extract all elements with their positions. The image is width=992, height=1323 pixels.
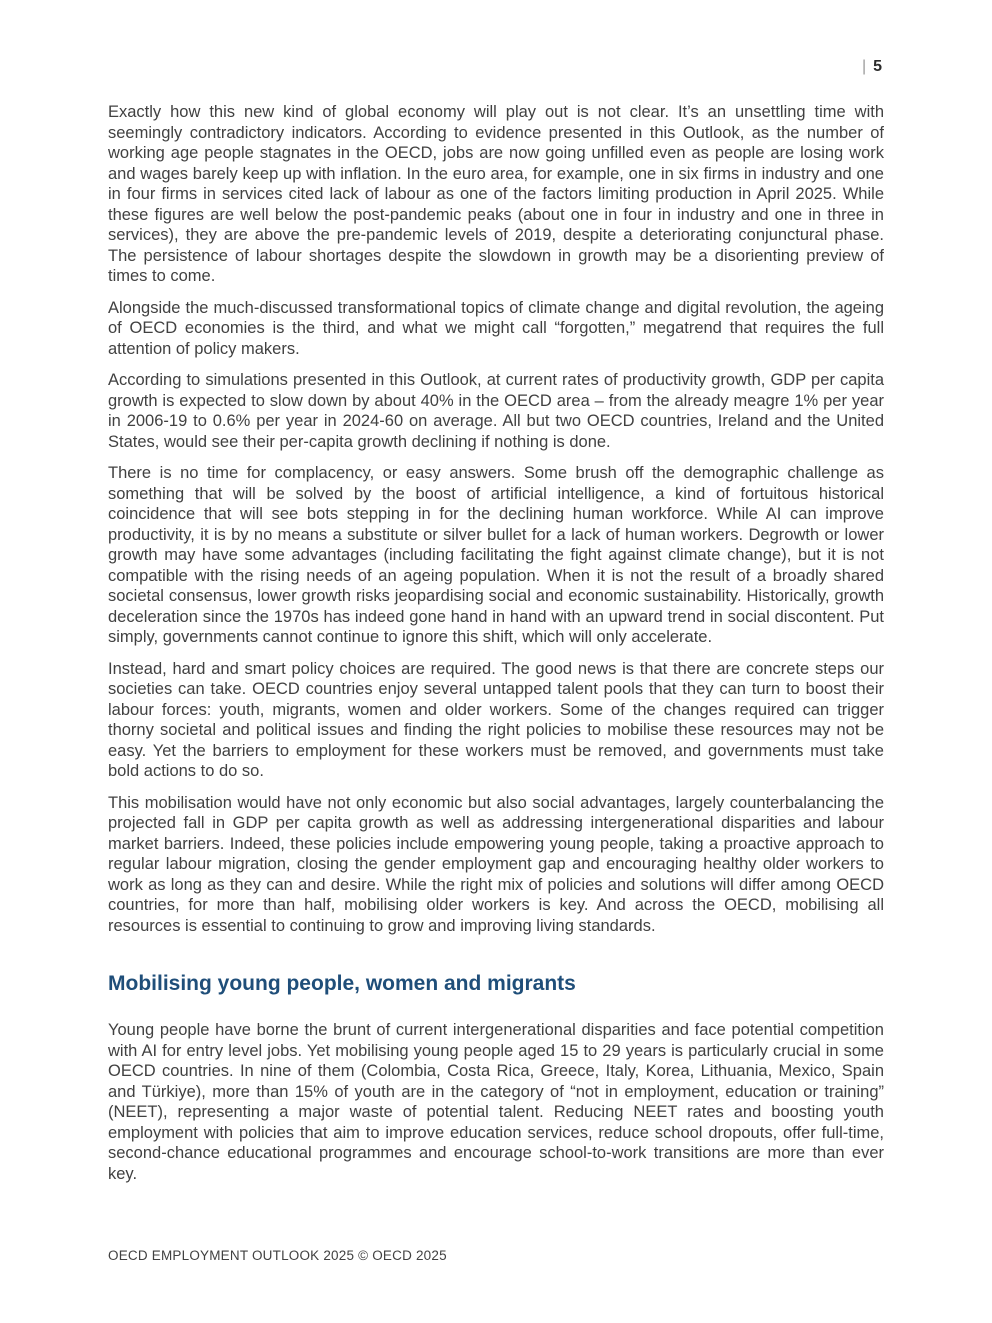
- body-paragraph: Alongside the much-discussed transformational topics of climate change and digital revolution, the ageing of OECD economies is the third, and what we might call “forgotten,” megatrend that requires the full attention of policy makers.: [108, 298, 884, 358]
- page-number-value: 5: [873, 58, 882, 75]
- body-paragraph: According to simulations presented in this Outlook, at current rates of productivity growth, GDP per capita growth is expected to slow down by about 40% in the OECD area – from the already meagre 1% per year in 2006-19 to 0.6% per year in 2024-60 on average. All but two OECD countries, Ireland and the United States, would see their per-capita growth declining if nothing is done.: [108, 371, 884, 451]
- page-number-separator: |: [861, 58, 867, 75]
- body-paragraph: This mobilisation would have not only economic but also social advantages, largely counterbalancing the projected fall in GDP per capita growth as well as addressing intergenerational disparities and labour market barriers. Indeed, these policies include empowering young people, taking a proactive approach to regular labour migration, closing the gender employment gap and encouraging healthy older workers to work as long as they can and desire. While the right mix of policies and solutions will differ among OECD countries, for more than half, mobilising older workers is key. And across the OECD, mobilising all resources is essential to continuing to grow and improving living standards.: [108, 793, 884, 935]
- page-number: [108, 58, 884, 76]
- body-paragraph: There is no time for complacency, or easy answers. Some brush off the demographic challenge as something that will be solved by the boost of artificial intelligence, a kind of fortuitous historical coincidence that will see bots stepping in for the declining human workforce. While AI can improve productivity, it is by no means a substitute or silver bullet for a lack of human workers. Degrowth or lower growth may have some advantages (including facilitating the fight against climate change), but it is not compatible with the rising needs of an ageing population. When it is not the result of a broadly shared societal consensus, lower growth risks jeopardising social and economic sustainability. Historically, growth deceleration since the 1970s has indeed gone hand in hand with an upward trend in social discontent. Put simply, governments cannot continue to ignore this shift, which will only accelerate.: [108, 464, 884, 646]
- page-content: [108, 102, 884, 1184]
- section-heading: Mobilising young people, women and migrants: [108, 972, 576, 995]
- body-paragraph: Instead, hard and smart policy choices are required. The good news is that there are concrete steps our societies can take. OECD countries enjoy several untapped talent pools that they can turn to boost their labour forces: youth, migrants, women and older workers. Some of the changes required can trigger thorny societal and political issues and finding the right policies to mobilise these resources may not be easy. Yet the barriers to employment for these workers must be removed, and governments must take bold actions to do so.: [108, 659, 884, 780]
- body-paragraph: Young people have borne the brunt of current intergenerational disparities and face potential competition with AI for entry level jobs. Yet mobilising young people aged 15 to 29 years is particularly crucial in some OECD countries. In nine of them (Colombia, Costa Rica, Greece, Italy, Korea, Lithuania, Mexico, Spain and Türkiye), more than 15% of youth are in the category of “not in employment, education or training” (NEET), representing a major waste of potential talent. Reducing NEET rates and boosting youth employment with policies that aim to improve education services, reduce school dropouts, offer full-time, second-chance educational programmes and encourage school-to-work transitions are more than ever key.: [108, 1021, 884, 1183]
- page-footer: OECD EMPLOYMENT OUTLOOK 2025 © OECD 2025: [108, 1248, 447, 1263]
- body-paragraph: Exactly how this new kind of global economy will play out is not clear. It’s an unsettling time with seemingly contradictory indicators. According to evidence presented in this Outlook, as the number of working age people stagnates in the OECD, jobs are now going unfilled even as people are losing work and wages barely keep up with inflation. In the euro area, for example, one in six firms in industry and one in four firms in services cited lack of labour as one of the factors limiting production in April 2025. While these figures are well below the post-pandemic peaks (about one in four in industry and one in three in services), they are above the pre-pandemic levels of 2019, despite a deteriorating conjunctural phase. The persistence of labour shortages despite the slowdown in growth may be a disorienting preview of times to come.: [108, 103, 884, 285]
